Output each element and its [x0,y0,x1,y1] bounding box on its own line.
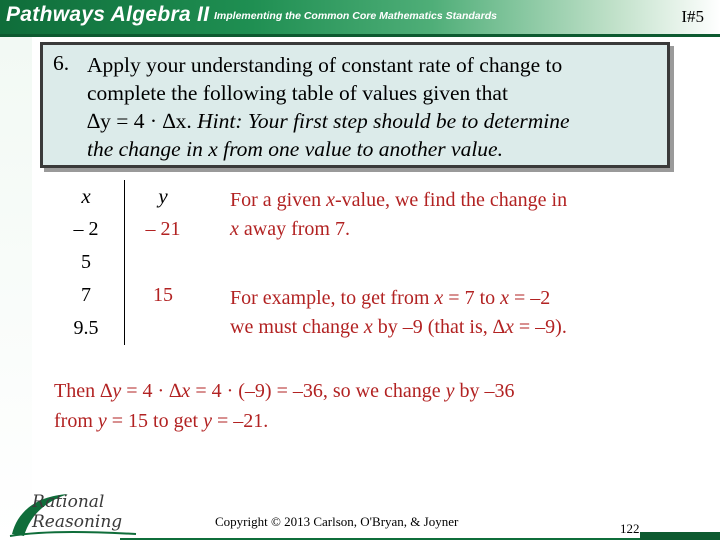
course-subtitle: Implementing the Common Core Mathematics Standards [214,10,497,22]
values-table [48,180,201,345]
logo-line-2: Reasoning [32,512,123,532]
table-cell-x: 7 [48,279,125,312]
text-run: = –9). [513,316,567,338]
text-run: = 4 · ∆ [121,380,182,402]
question-text [87,51,667,163]
table-header-y: y [158,184,168,208]
table-header-row [48,180,201,213]
hint-text: Hint: Your first step should be to determine [197,109,570,133]
conclusion-paragraph [54,376,674,436]
table-cell-x: 5 [48,246,125,279]
variable-x: x [326,189,335,211]
table-cell-x: 9.5 [48,312,125,345]
variable-y: y [97,410,107,432]
variable-x: x [181,380,191,402]
table-row [48,279,201,312]
question-box [40,42,670,168]
copyright-notice: Copyright © 2013 Carlson, O'Bryan, & Joyner [215,514,459,529]
text-run: = –21. [211,410,269,432]
text-run: = –2 [509,287,551,309]
text-run: For a given [230,189,327,211]
rational-reasoning-logo [8,490,138,538]
page-number: 122 [620,521,640,536]
variable-x: x [230,218,239,240]
variable-y: y [203,410,212,432]
question-line-1: Apply your understanding of constant rate of change to [87,53,563,77]
table-row [48,246,201,279]
table-row [48,213,201,246]
text-run: by –36 [454,380,515,402]
variable-x: x [434,287,444,309]
text-run: -value, we find the change in [334,189,568,211]
text-run: = 4 · (–9) = –36, so we change [190,380,446,402]
text-run: For example, to get from [230,287,435,309]
variable-x: x [500,287,510,309]
text-run: we must change [230,316,364,338]
left-decorative-strip [0,37,32,540]
footer-accent-bar [640,532,720,540]
given-equation: ∆y = 4 · ∆x. [87,109,192,133]
variable-x: x [363,316,373,338]
table-cell-y: – 21 [145,218,181,240]
header-divider [0,34,720,37]
text-run: = 7 to [443,287,501,309]
header-banner [0,0,720,34]
table-cell-y [125,246,202,279]
variable-x: x [504,316,514,338]
text-run: = 15 to get [106,410,204,432]
table-cell-x: – 2 [48,213,125,246]
table-cell-y [125,312,202,345]
table-header-x: x [48,180,125,213]
explanation-paragraph-2 [230,284,650,342]
variable-y: y [445,380,455,402]
text-run: by –9 (that is, ∆ [372,316,505,338]
course-title: Pathways Algebra II [6,3,210,26]
slide-id: I#5 [681,7,704,26]
variable-y: y [112,380,122,402]
explanation-paragraph-1 [230,186,650,244]
question-line-4: the change in x from one value to another value. [87,137,503,161]
logo-line-1: Rational [32,492,105,512]
question-line-3 [87,107,667,135]
question-line-2: complete the following table of values given that [87,81,508,105]
text-run: from [54,410,98,432]
text-run: away from 7. [238,218,350,240]
table-row [48,312,201,345]
question-number: 6. [53,51,70,75]
text-run: Then ∆ [54,380,113,402]
table-cell-y: 15 [153,284,173,306]
